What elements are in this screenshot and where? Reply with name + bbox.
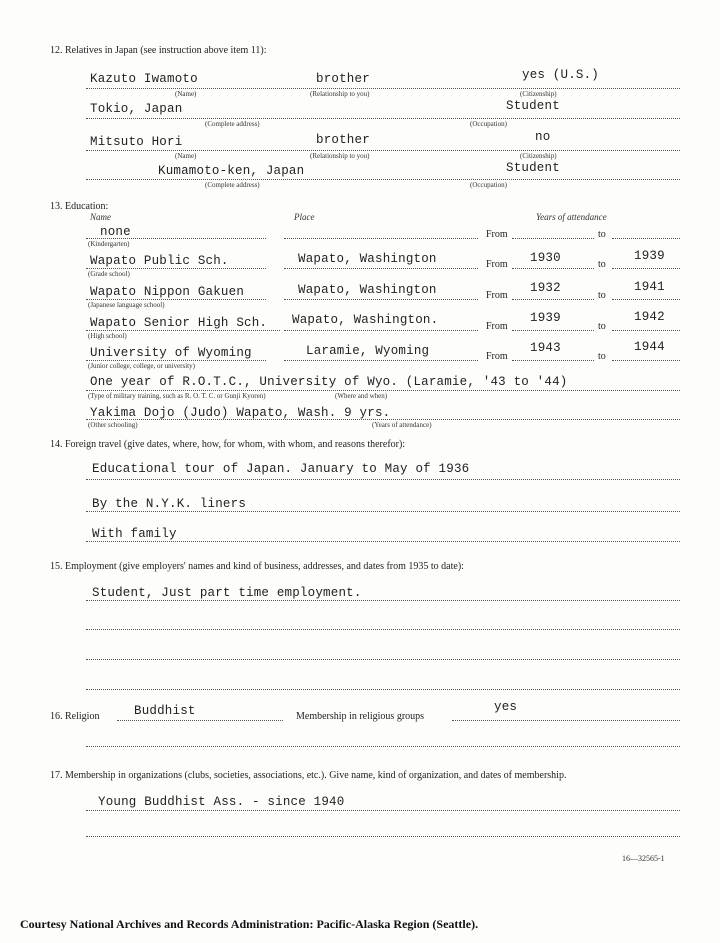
caption-name: (Name) [175,152,197,160]
rule [512,268,594,269]
relative1-address: Tokio, Japan [90,102,183,116]
religion-value: Buddhist [134,704,196,718]
relative1-relationship: brother [316,72,370,86]
rule [86,88,680,89]
rule [612,299,680,300]
section-15-heading: 15. Employment (give employers' names and kind of business, addresses, and dates from 1935 to date): [50,561,464,572]
school-to: 1944 [634,340,665,354]
rule [86,479,680,480]
to-label: to [598,229,606,240]
school-from: 1939 [530,311,561,325]
rule [512,360,594,361]
military-caption-type: (Type of military training, such as R. O. T. C. or Gunji Kyoren) [88,392,266,400]
caption-address: (Complete address) [205,120,260,128]
school-from: 1930 [530,251,561,265]
education-col-place: Place [294,212,315,222]
school-caption: (Kindergarten) [88,240,130,248]
organization-line-1: Young Buddhist Ass. - since 1940 [98,795,345,809]
rule [612,238,680,239]
rule [86,360,266,361]
school-from: 1943 [530,341,561,355]
school-caption: (Grade school) [88,270,130,278]
rule [86,268,266,269]
rule [612,268,680,269]
other-years-caption: (Years of attendance) [372,421,432,429]
rule [86,118,680,119]
to-label: to [598,290,606,301]
travel-line-1: Educational tour of Japan. January to May of 1936 [92,462,470,476]
section-17-heading: 17. Membership in organizations (clubs, societies, associations, etc.). Give name, kind of organization, and dates of membership. [50,770,567,781]
school-name: University of Wyoming [90,346,252,360]
relative2-relationship: brother [316,133,370,147]
rule [86,511,680,512]
education-col-name: Name [90,212,111,222]
school-place: Laramie, Wyoming [306,344,430,358]
caption-citizenship: (Citizenship) [520,90,557,98]
rule [284,360,478,361]
membership-value: yes [494,700,518,714]
rule [612,360,680,361]
caption-occupation: (Occupation) [470,120,507,128]
rule [86,419,680,420]
school-place: Wapato, Washington. [292,313,439,327]
school-caption: (High school) [88,332,127,340]
school-to: 1942 [634,310,665,324]
school-from: 1932 [530,281,561,295]
relative2-address: Kumamoto-ken, Japan [158,164,305,178]
travel-line-3: With family [92,527,177,541]
relative1-name: Kazuto Iwamoto [90,72,198,86]
from-label: From [486,229,508,240]
rule [86,541,680,542]
from-label: From [486,351,508,362]
rule [86,810,680,811]
courtesy-credit: Courtesy National Archives and Records Administration: Pacific-Alaska Region (Seattle). [20,917,479,931]
rule [86,330,280,331]
section-12-heading: 12. Relatives in Japan (see instruction above item 11): [50,45,267,56]
rule [86,746,680,747]
employment-line-1: Student, Just part time employment. [92,586,362,600]
relative1-citizenship: yes (U.S.) [522,68,600,82]
to-label: to [598,321,606,332]
caption-relationship: (Relationship to you) [310,152,370,160]
from-label: From [486,321,508,332]
rule [284,238,478,239]
section-13-heading: 13. Education: [50,201,109,212]
school-name: Wapato Nippon Gakuen [90,285,245,299]
rule [86,629,680,630]
caption-name: (Name) [175,90,197,98]
rule [86,390,680,391]
school-caption: (Junior college, college, or university) [88,362,195,370]
school-name: Wapato Senior High Sch. [90,316,268,330]
school-name: none [100,225,131,239]
rule [117,720,283,721]
rule [86,238,266,239]
caption-address: (Complete address) [205,181,260,189]
religion-label: 16. Religion [50,711,100,722]
relative1-occupation: Student [506,99,560,113]
rule [512,330,594,331]
rule [86,299,266,300]
rule [86,600,680,601]
school-place: Wapato, Washington [298,252,437,266]
to-label: to [598,351,606,362]
travel-line-2: By the N.Y.K. liners [92,497,247,511]
relative2-citizenship: no [535,130,551,144]
from-label: From [486,259,508,270]
rule [512,238,594,239]
rule [284,268,478,269]
school-to: 1941 [634,280,665,294]
rule [612,330,680,331]
rule [512,299,594,300]
other-schooling: Yakima Dojo (Judo) Wapato, Wash. 9 yrs. [90,406,391,420]
rule [86,659,680,660]
section-14-heading: 14. Foreign travel (give dates, where, how, for whom, with whom, and reasons therefor): [50,439,406,450]
rule [86,179,680,180]
rule [86,689,680,690]
education-col-years: Years of attendance [536,212,607,222]
relative2-occupation: Student [506,161,560,175]
school-caption: (Japanese language school) [88,301,165,309]
rule [452,720,680,721]
school-name: Wapato Public Sch. [90,254,229,268]
school-to: 1939 [634,249,665,263]
from-label: From [486,290,508,301]
rule [284,299,478,300]
rule [86,836,680,837]
rule [284,330,478,331]
membership-label: Membership in religious groups [296,711,425,722]
caption-occupation: (Occupation) [470,181,507,189]
caption-relationship: (Relationship to you) [310,90,370,98]
caption-citizenship: (Citizenship) [520,152,557,160]
to-label: to [598,259,606,270]
military-caption-where: (Where and when) [335,392,388,400]
other-caption: (Other schooling) [88,421,138,429]
military-training: One year of R.O.T.C., University of Wyo. (Laramie, '43 to '44) [90,375,568,389]
rule [86,150,680,151]
relative2-name: Mitsuto Hori [90,135,183,149]
form-number: 16—32565-1 [622,854,665,863]
school-place: Wapato, Washington [298,283,437,297]
